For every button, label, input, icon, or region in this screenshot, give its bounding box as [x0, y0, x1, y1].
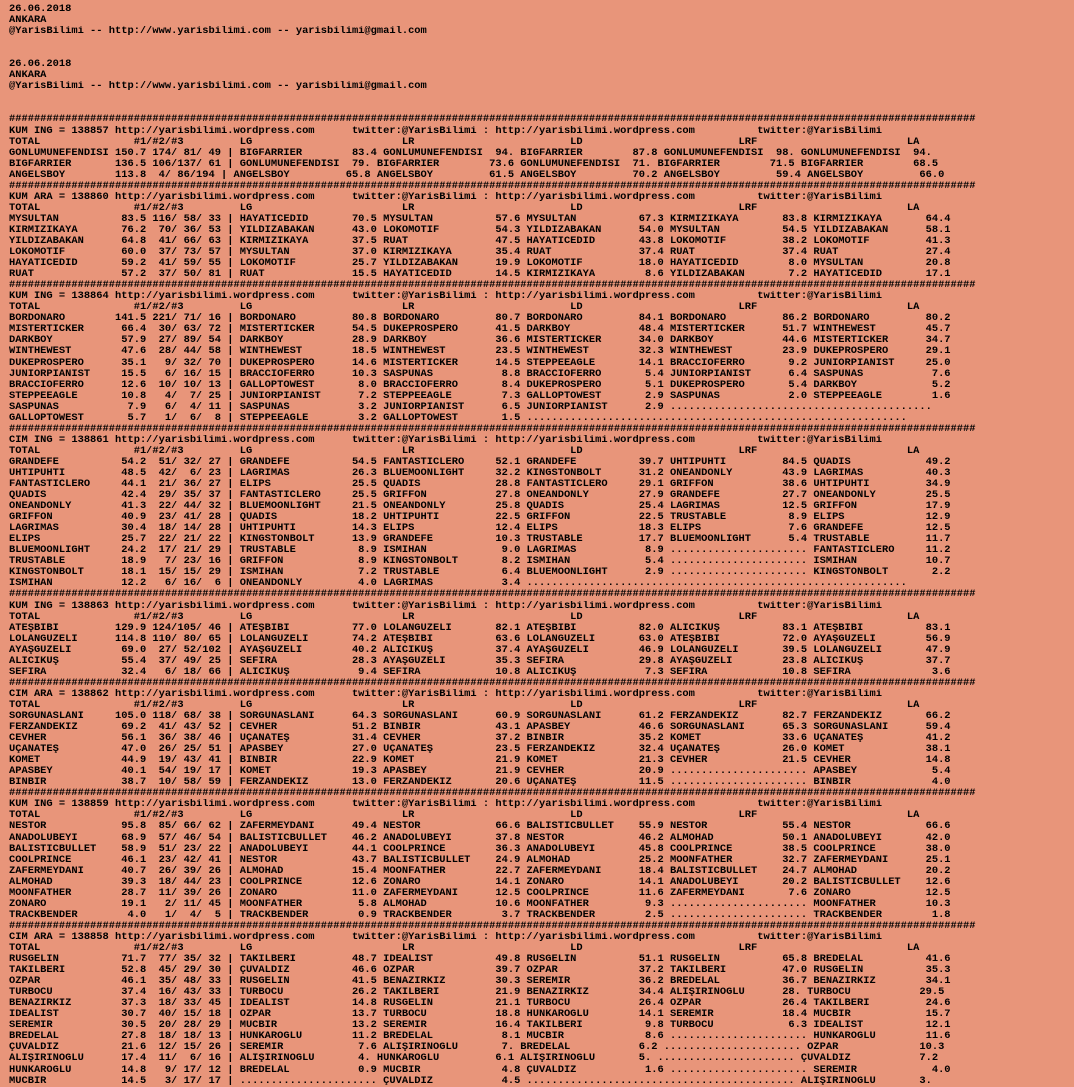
- text-line: TRUSTABLE 18.9 7/ 23/ 16 | GRIFFON 8.9 KINGSTONBOLT 8.2 İSMİHAN 5.4 ...................... İSMİHAN 10.7: [9, 556, 951, 568]
- text-line: BORDONARO 141.5 221/ 71/ 16 | BORDONARO 80.8 BORDONARO 80.7 BORDONARO 84.1 BORDONARO 86.2 BORDONARO 80.2: [9, 313, 951, 325]
- text-line: ALIŞIRINOĞLU 17.4 11/ 6/ 16 | ALIŞIRINOĞLU 4. HUNKAROĞLU 6.1 ALIŞIRINOĞLU 5. ...................... ÇUVALDIZ 7.2: [9, 1053, 939, 1065]
- text-line: HAYATICEDİD 59.2 41/ 59/ 55 | LOKOMOTİF 25.7 YILDIZABAKAN 19.9 LOKOMOTİF 18.0 HAYATICEDİD 8.0 MYSULTAN 20.8: [9, 258, 951, 270]
- text-line: BREDELAL 27.8 18/ 18/ 13 | HUNKAROĞLU 11.2 BREDELAL 8.1 MÜCBİR 8.6 ...................... HUNKAROĞLU 11.6: [9, 1031, 951, 1043]
- separator-line: ###########################################################################################################################################################: [9, 114, 976, 126]
- text-line: YILDIZABAKAN 64.8 41/ 66/ 63 | KIRMIZIKAYA 37.5 RUAT 47.5 HAYATICEDİD 43.8 LOKOMOTİF 38.2 LOKOMOTİF 41.3: [9, 235, 951, 247]
- text-line: SORGUNASLANI 105.0 118/ 68/ 38 | SORGUNASLANI 64.3 SORGUNASLANI 60.9 SORGUNASLANI 61.2 FERZANDEKIZ 82.7 FERZANDEKIZ 66.2: [9, 711, 951, 722]
- text-line: BRACCIOFERRO 12.6 10/ 10/ 13 | GALLOPTOWEST 8.0 BRACCIOFERRO 8.4 DUKEPROSPERO 5.1 DUKEPROSPERO 5.4 DARKBOY 5.2: [9, 379, 951, 391]
- text-line: CIM ARA = 138862 http://yarisbilimi.wordpress.com twitter:@YarisBilimi : http://yarisbilimi.wordpress.com twitter:@YarisBilimi: [9, 688, 882, 700]
- separator-line: ###########################################################################################################################################################: [9, 920, 976, 932]
- text-line: KUM ING = 138863 http://yarisbilimi.wordpress.com twitter:@YarisBilimi : http://yarisbilimi.wordpress.com twitter:@YarisBilimi: [9, 600, 882, 612]
- text-line: APASBEY 40.1 54/ 19/ 17 | KOMET 19.3 APASBEY 21.9 CEVHER 20.9 ...................... APASBEY 5.4: [9, 766, 951, 778]
- text-line: STEPPEEAGLE 10.8 4/ 7/ 25 | JUNIORPIANIST 7.2 STEPPEEAGLE 7.3 GALLOPTOWEST 2.9 SASPUNAS 2.0 STEPPEEAGLE 1.6: [9, 390, 951, 402]
- text-line: @YarisBilimi -- http://www.yarisbilimi.com -- yarisbilimi@gmail.com: [9, 26, 427, 38]
- text-line: TOTAL #1/#2/#3 LG LR LD LRF LA: [9, 611, 920, 623]
- text-line: TAKILBERİ 52.8 45/ 29/ 30 | ÇUVALDIZ 46.6 ÖZPAR 39.7 ÖZPAR 37.2 TAKILBERİ 47.0 RUSGELİN 35.3: [9, 965, 951, 977]
- text-line: FANTASTICLERO 44.1 21/ 36/ 27 | ELIPS 25.5 QUADIS 28.8 FANTASTICLERO 29.1 GRIFFON 38.6 UHTIPUHTI 34.9: [9, 479, 951, 491]
- text-line: KUM ING = 138857 http://yarisbilimi.wordpress.com twitter:@YarisBilimi : http://yarisbilimi.wordpress.com twitter:@YarisBilimi: [9, 125, 882, 137]
- text-line: CIM ING = 138861 http://yarisbilimi.wordpress.com twitter:@YarisBilimi : http://yarisbilimi.wordpress.com twitter:@YarisBilimi: [9, 434, 882, 446]
- text-line: ALICIKUŞ 55.4 37/ 49/ 25 | SEFİRA 28.3 AYAŞGÜZELİ 35.3 SEFİRA 29.8 AYAŞGÜZELİ 23.8 ALICIKUŞ 37.7: [9, 655, 951, 667]
- text-line: TOTAL #1/#2/#3 LG LR LD LRF LA: [9, 136, 920, 148]
- text-line: 26.06.2018: [9, 4, 72, 15]
- text-line: TOTAL #1/#2/#3 LG LR LD LRF LA: [9, 445, 920, 457]
- text-line: JUNIORPIANIST 15.5 6/ 16/ 15 | BRACCIOFERRO 10.3 SASPUNAS 8.8 BRACCIOFERRO 5.4 JUNIORPIANIST 6.4 SASPUNAS 7.6: [9, 368, 951, 380]
- separator-line: ###########################################################################################################################################################: [9, 788, 976, 800]
- text-line: ONEANDONLY 41.3 22/ 44/ 32 | BLUEMOONLIGHT 21.5 ONEANDONLY 25.8 QUADIS 25.4 LAGRIMAS 12.5 GRIFFON 17.9: [9, 501, 951, 513]
- text-line: MÜCBİR 14.5 3/ 17/ 17 | ...................... ÇUVALDIZ 4.5 ........................................... ALIŞIRINOĞLU 3.: [9, 1075, 932, 1087]
- text-line: BALISTICBULLET 58.9 51/ 23/ 22 | ANADOLUBEYİ 44.1 COOLPRINCE 36.3 ANADOLUBEYİ 45.8 COOLPRINCE 38.5 COOLPRINCE 38.0: [9, 843, 951, 855]
- separator-line: ###########################################################################################################################################################: [9, 280, 976, 292]
- blank-line: [9, 48, 1074, 59]
- text-line: CEVHER 56.1 36/ 38/ 46 | UÇANATEŞ 31.4 CEVHER 37.2 BINBIR 35.2 KOMET 33.6 UÇANATEŞ 41.2: [9, 733, 951, 745]
- text-line: BENAZİRKIZ 37.3 18/ 33/ 45 | İDEALİST 14.8 RUSGELİN 21.1 TURBOCU 26.4 ÖZPAR 26.4 TAKILBERİ 24.6: [9, 998, 951, 1010]
- text-line: UÇANATEŞ 47.0 26/ 25/ 51 | APASBEY 27.0 UÇANATEŞ 23.5 FERZANDEKIZ 32.4 UÇANATEŞ 26.0 KOMET 38.1: [9, 744, 951, 756]
- text-line: GRANDEFE 54.2 51/ 32/ 27 | GRANDEFE 54.5 FANTASTICLERO 52.1 GRANDEFE 39.7 UHTIPUHTI 84.5 QUADIS 49.2: [9, 456, 951, 468]
- text-line: TURBOCU 37.4 16/ 43/ 33 | TURBOCU 26.2 TAKILBERİ 21.9 BENAZİRKIZ 34.4 ALIŞIRINOĞLU 28. TURBOCU 29.5: [9, 987, 945, 999]
- text-line: ELIPS 25.7 22/ 21/ 22 | KINGSTONBOLT 13.9 GRANDEFE 10.3 TRUSTABLE 17.7 BLUEMOONLIGHT 5.4 TRUSTABLE 11.7: [9, 534, 951, 546]
- text-line: BLUEMOONLIGHT 24.2 17/ 21/ 29 | TRUSTABLE 8.9 İSMİHAN 9.0 LAGRIMAS 8.9 ...................... FANTASTICLERO 11.2: [9, 545, 951, 557]
- text-line: ANKARA: [9, 15, 47, 27]
- text-line: DUKEPROSPERO 35.1 9/ 32/ 70 | DUKEPROSPERO 14.6 MISTERTICKER 14.5 STEPPEEAGLE 14.1 BRACCIOFERRO 9.2 JUNIORPIANIST 25.0: [9, 357, 951, 369]
- text-line: @YarisBilimi -- http://www.yarisbilimi.com -- yarisbilimi@gmail.com: [9, 81, 427, 93]
- text-line: LOKOMOTİF 60.0 37/ 73/ 57 | MYSULTAN 37.0 KIRMIZIKAYA 35.4 RUAT 37.4 RUAT 37.4 RUAT 27.4: [9, 247, 951, 259]
- separator-line: ###########################################################################################################################################################: [9, 677, 976, 689]
- text-line: AYAŞGÜZELİ 69.0 27/ 52/102 | AYAŞGÜZELİ 40.2 ALICIKUŞ 37.4 AYAŞGÜZELİ 46.9 LOLANGÜZELİ 39.5 LOLANGÜZELİ 47.9: [9, 644, 951, 656]
- text-line: TRACKBENDER 4.0 1/ 4/ 5 | TRACKBENDER 0.9 TRACKBENDER 3.7 TRACKBENDER 2.5 ...................... TRACKBENDER 1.8: [9, 909, 951, 921]
- text-line: ÇUVALDIZ 21.6 12/ 15/ 26 | SEREMİR 7.6 ALIŞIRINOĞLU 7. BREDELAL 6.2 ...................... ÖZPAR 10.3: [9, 1042, 945, 1054]
- text-line: MISTERTICKER 66.4 30/ 63/ 72 | MISTERTICKER 54.5 DUKEPROSPERO 41.5 DARKBOY 48.4 MISTERTICKER 51.7 WINTHEWEST 45.7: [9, 324, 951, 336]
- text-line: KUM ING = 138859 http://yarisbilimi.wordpress.com twitter:@YarisBilimi : http://yarisbilimi.wordpress.com twitter:@YarisBilimi: [9, 799, 882, 811]
- text-line: CIM ARA = 138858 http://yarisbilimi.wordpress.com twitter:@YarisBilimi : http://yarisbilimi.wordpress.com twitter:@YarisBilimi: [9, 931, 882, 943]
- text-line: KOMET 44.9 19/ 43/ 41 | BINBIR 22.9 KOMET 21.9 KOMET 21.3 CEVHER 21.5 CEVHER 14.8: [9, 755, 951, 767]
- text-line: RUSGELİN 71.7 77/ 35/ 32 | TAKILBERİ 48.7 İDEALİST 49.8 RUSGELİN 51.1 RUSGELİN 65.8 BREDELAL 41.6: [9, 954, 951, 966]
- text-line: MOONFATHER 28.7 11/ 39/ 26 | ZONARO 11.0 ZAFERMEYDANI 12.5 COOLPRINCE 11.6 ZAFERMEYDANI 7.6 ZONARO 12.5: [9, 887, 951, 899]
- text-line: UHTIPUHTI 48.5 42/ 6/ 23 | LAGRIMAS 26.3 BLUEMOONLIGHT 32.2 KINGSTONBOLT 31.2 ONEANDONLY 43.9 LAGRIMAS 40.3: [9, 467, 951, 479]
- text-line: LOLANGÜZELİ 114.8 110/ 80/ 65 | LOLANGÜZELİ 74.2 ATEŞBİBİ 63.6 LOLANGÜZELİ 63.0 ATEŞBİBİ 72.0 AYAŞGÜZELİ 56.9: [9, 633, 951, 645]
- text-line: ATEŞBİBİ 129.9 124/105/ 46 | ATEŞBİBİ 77.0 LOLANGÜZELİ 82.1 ATEŞBİBİ 82.0 ALICIKUŞ 83.1 ATEŞBİBİ 83.1: [9, 622, 951, 634]
- text-line: KUM ING = 138864 http://yarisbilimi.wordpress.com twitter:@YarisBilimi : http://yarisbilimi.wordpress.com twitter:@YarisBilimi: [9, 291, 882, 303]
- text-line: KUM ARA = 138860 http://yarisbilimi.wordpress.com twitter:@YarisBilimi : http://yarisbilimi.wordpress.com twitter:@YarisBilimi: [9, 191, 882, 203]
- text-line: ANKARA: [9, 70, 47, 82]
- separator-line: ###########################################################################################################################################################: [9, 180, 976, 192]
- text-line: İSMİHAN 12.2 6/ 16/ 6 | ONEANDONLY 4.0 LAGRIMAS 3.4 .............................................................: [9, 578, 907, 590]
- text-line: KIRMIZIKAYA 76.2 70/ 36/ 53 | YILDIZABAKAN 43.0 LOKOMOTİF 54.3 YILDIZABAKAN 54.0 MYSULTAN 54.5 YILDIZABAKAN 58.1: [9, 224, 951, 236]
- separator-line: ###########################################################################################################################################################: [9, 423, 976, 435]
- text-line: DARKBOY 57.9 27/ 89/ 54 | DARKBOY 28.9 DARKBOY 36.6 MISTERTICKER 34.0 DARKBOY 44.6 MISTERTICKER 34.7: [9, 335, 951, 347]
- text-line: HUNKAROĞLU 14.8 9/ 17/ 12 | BREDELAL 0.9 MÜCBİR 4.8 ÇUVALDIZ 1.6 ...................... SEREMİR 4.0: [9, 1064, 951, 1076]
- text-line: TOTAL #1/#2/#3 LG LR LD LRF LA: [9, 302, 920, 314]
- text-line: BIGFARRIER 136.5 106/137/ 61 | GONLÜMÜNEFENDİSİ 79. BIGFARRIER 73.6 GONLÜMÜNEFENDİSİ 71. BIGFARRIER 71.5 BIGFARRIER 68.5: [9, 158, 939, 170]
- blank-line: [9, 92, 1074, 103]
- text-line: TOTAL #1/#2/#3 LG LR LD LRF LA: [9, 202, 920, 214]
- text-line: İDEALİST 30.7 40/ 15/ 18 | ÖZPAR 13.7 TURBOCU 18.8 HUNKAROĞLU 14.1 SEREMİR 18.4 MÜCBİR 15.7: [9, 1009, 951, 1021]
- text-line: MYSULTAN 83.5 116/ 58/ 33 | HAYATICEDİD 70.5 MYSULTAN 57.6 MYSULTAN 67.3 KIRMIZIKAYA 83.8 KIRMIZIKAYA 64.4: [9, 213, 951, 225]
- text-line: ANGELSBOY 113.8 4/ 86/194 | ANGELSBOY 65.8 ANGELSBOY 61.5 ANGELSBOY 70.2 ANGELSBOY 59.4 ANGELSBOY 66.0: [9, 169, 945, 181]
- text-line: TOTAL #1/#2/#3 LG LR LD LRF LA: [9, 810, 920, 822]
- text-line: ÖZPAR 46.1 35/ 48/ 33 | RUSGELİN 41.5 BENAZİRKIZ 30.3 SEREMİR 36.2 BREDELAL 36.7 BENAZİRKIZ 34.1: [9, 976, 951, 988]
- text-line: ALMOHAD 39.3 18/ 44/ 23 | COOLPRINCE 12.6 ZONARO 14.1 ZONARO 14.1 ANADOLUBEYİ 20.2 BALISTICBULLET 12.6: [9, 876, 951, 888]
- text-line: SEFİRA 32.4 6/ 18/ 66 | ALICIKUŞ 9.4 SEFİRA 10.8 ALICIKUŞ 7.3 SEFİRA 10.8 SEFİRA 3.6: [9, 666, 951, 678]
- text-line: FERZANDEKIZ 69.2 41/ 43/ 52 | CEVHER 51.2 BINBIR 43.1 APASBEY 46.6 SORGUNASLANI 65.3 SORGUNASLANI 59.4: [9, 722, 951, 734]
- blank-line: [9, 103, 1074, 114]
- text-line: COOLPRINCE 46.1 23/ 42/ 41 | NESTOR 43.7 BALISTICBULLET 24.9 ALMOHAD 25.2 MOONFATHER 32.7 ZAFERMEYDANI 25.1: [9, 854, 951, 866]
- text-line: BINBIR 38.7 10/ 58/ 59 | FERZANDEKIZ 13.0 FERZANDEKIZ 20.6 UÇANATEŞ 11.5 ...................... BINBIR 4.0: [9, 777, 951, 789]
- text-line: ZAFERMEYDANI 40.7 26/ 39/ 26 | ALMOHAD 15.4 MOONFATHER 22.7 ZAFERMEYDANI 18.4 BALISTICBULLET 24.7 ALMOHAD 20.2: [9, 865, 951, 877]
- text-line: 26.06.2018: [9, 59, 72, 71]
- blank-line: [9, 37, 1074, 48]
- text-line: GALLOPTOWEST 5.7 1/ 6/ 8 | STEPPEEAGLE 3.2 GALLOPTOWEST 1.5 .............................................................: [9, 412, 907, 424]
- text-line: LAGRIMAS 30.4 18/ 14/ 28 | UHTIPUHTI 14.3 ELIPS 12.4 ELIPS 18.3 ELIPS 7.6 GRANDEFE 12.5: [9, 523, 951, 535]
- text-line: ANADOLUBEYİ 68.9 57/ 46/ 54 | BALISTICBULLET 46.2 ANADOLUBEYİ 37.8 NESTOR 46.2 ALMOHAD 50.1 ANADOLUBEYİ 42.0: [9, 832, 951, 844]
- text-line: TOTAL #1/#2/#3 LG LR LD LRF LA: [9, 942, 920, 954]
- text-line: ZONARO 19.1 2/ 11/ 45 | MOONFATHER 5.8 ALMOHAD 10.6 MOONFATHER 9.3 ...................... MOONFATHER 10.3: [9, 898, 951, 910]
- text-line: GONLÜMÜNEFENDİSİ 150.7 174/ 81/ 49 | BIGFARRIER 83.4 GONLÜMÜNEFENDİSİ 94. BIGFARRIER 87.8 GONLÜMÜNEFENDİSİ 98. GONLÜMÜNEFENDİSİ 94.: [9, 147, 932, 159]
- text-line: QUADIS 42.4 29/ 35/ 37 | FANTASTICLERO 25.5 GRIFFON 27.8 ONEANDONLY 27.9 GRANDEFE 27.7 ONEANDONLY 25.5: [9, 490, 951, 502]
- text-line: NESTOR 95.8 85/ 66/ 62 | ZAFERMEYDANI 49.4 NESTOR 66.6 BALISTICBULLET 55.9 NESTOR 55.4 NESTOR 66.6: [9, 821, 951, 833]
- text-line: RUAT 57.2 37/ 50/ 81 | RUAT 15.5 HAYATICEDİD 14.5 KIRMIZIKAYA 8.6 YILDIZABAKAN 7.2 HAYATICEDİD 17.1: [9, 269, 951, 281]
- separator-line: ###########################################################################################################################################################: [9, 589, 976, 601]
- text-line: SASPUNAS 7.9 6/ 4/ 11 | SASPUNAS 3.2 JUNIORPIANIST 6.5 JUNIORPIANIST 2.9 ..........................................: [9, 401, 932, 413]
- text-line: GRIFFON 40.9 23/ 41/ 28 | QUADIS 18.2 UHTIPUHTI 22.5 GRIFFON 22.5 TRUSTABLE 8.9 ELIPS 12.9: [9, 512, 951, 524]
- text-line: SEREMİR 30.5 20/ 28/ 29 | MÜCBİR 13.2 SEREMİR 16.4 TAKILBERİ 9.8 TURBOCU 6.3 İDEALİST 12.1: [9, 1020, 951, 1032]
- text-line: KINGSTONBOLT 18.1 15/ 15/ 29 | İSMİHAN 7.2 TRUSTABLE 6.4 BLUEMOONLIGHT 2.9 ...................... KINGSTONBOLT 2.2: [9, 567, 951, 579]
- text-line: TOTAL #1/#2/#3 LG LR LD LRF LA: [9, 699, 920, 711]
- text-line: WINTHEWEST 47.6 28/ 44/ 58 | WINTHEWEST 18.5 WINTHEWEST 23.5 WINTHEWEST 32.3 WINTHEWEST 23.9 DUKEPROSPERO 29.1: [9, 346, 951, 358]
